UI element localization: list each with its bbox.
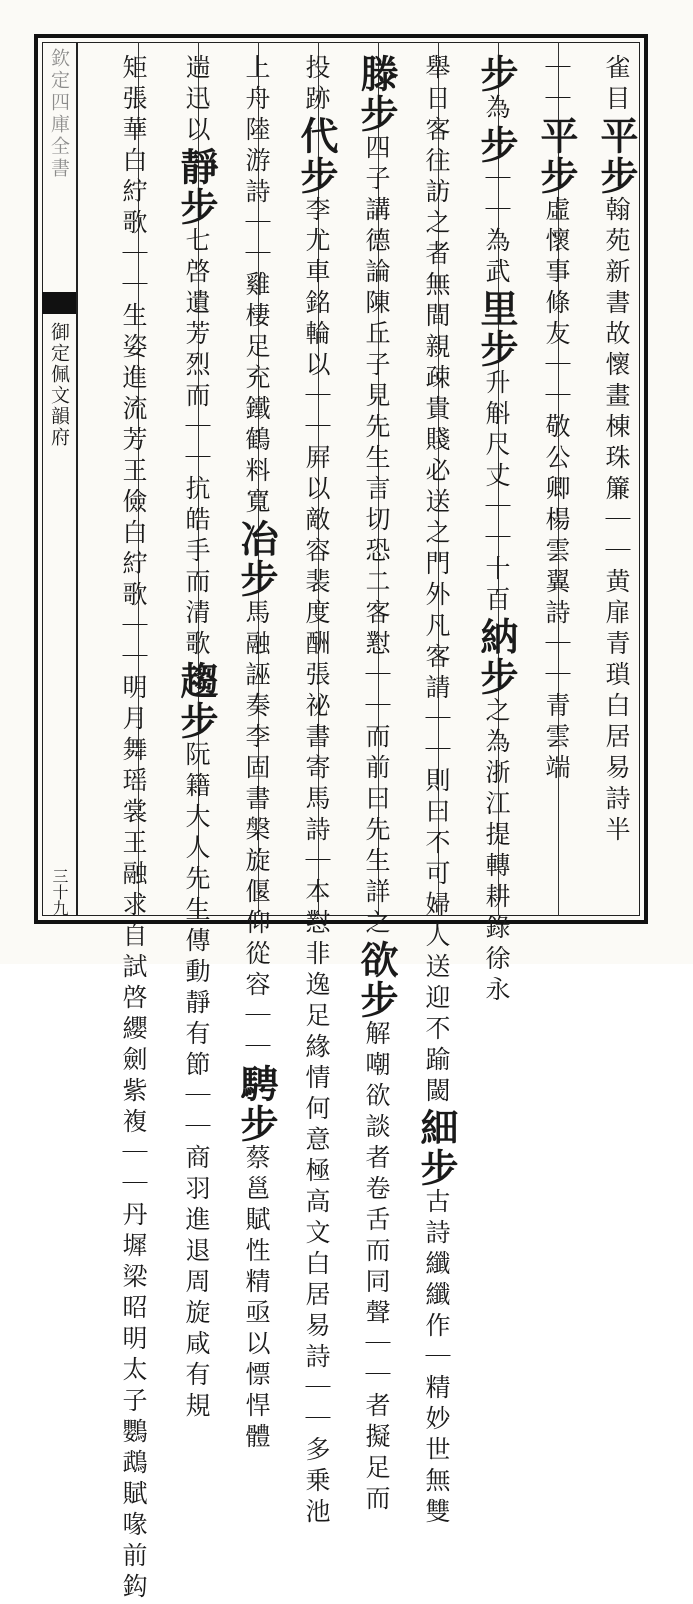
headword: 步 — [474, 54, 519, 94]
headword: 冶步 — [234, 519, 279, 599]
headword: 步 — [474, 657, 519, 697]
text-column-1: 雀目平步翰苑新書故懷畫棟珠簾｜｜黄扉青瑣白居易詩半 — [594, 54, 639, 847]
headword: 里步 — [474, 289, 519, 369]
headword: 靜步 — [174, 147, 219, 227]
text-column-4: 舉日客往訪之者無間親疎貴賤必送之門外凡客請｜｜則曰不可婦人送迎不踰閾細步古詩纖纖作｜精妙世無雙 — [414, 54, 459, 1529]
text-column-3: 步為步｜｜為武里步升斛尺丈｜｜十百納步之為浙江提轉耕錄徐永 — [474, 54, 519, 1007]
headword: 步 — [354, 94, 399, 134]
headword: 細步 — [414, 1108, 459, 1188]
headword: 步 — [174, 187, 219, 227]
headword: 代步 — [294, 116, 339, 196]
headword: 步 — [234, 559, 279, 599]
headword: 騁步 — [234, 1064, 279, 1144]
text-column-7: 上舟陸游詩｜｜雞棲足充鐵鶴料寬冶步馬融誣奏李固書槃旋偃仰從容｜｜騁步蔡邕賦性精亟以慓悍體 — [234, 54, 279, 1454]
spine-top-text: 欽定四庫全書 — [48, 48, 70, 180]
headword: 平步 — [534, 116, 579, 196]
headword: 步 — [234, 1104, 279, 1144]
headword: 平步 — [594, 116, 639, 196]
headword: 步 — [594, 156, 639, 196]
spine-title: 御定佩文韻府 — [48, 322, 70, 448]
headword: 步 — [474, 329, 519, 369]
headword: 欲步 — [354, 940, 399, 1020]
text-column-2: ｜｜平步虛懷事條友｜｜敬公卿楊雲翼詩｜｜青雲端 — [534, 54, 579, 785]
headword: 步 — [414, 1148, 459, 1188]
headword: 納步 — [474, 617, 519, 697]
text-column-8: 遄迅以靜步七啓遺芳烈而｜｜抗皓手而清歌趨步阮籍大人先生傳動靜有節｜｜商羽進退周旋咸有規 — [174, 54, 219, 1423]
headword: 步 — [174, 701, 219, 741]
headword: 步 — [534, 156, 579, 196]
headword: 步 — [294, 156, 339, 196]
text-column-9: 矩張華白紵歌｜｜生姿進流芳王儉白紵歌｜｜明月舞瑶裳王融求自試啓纓劍紫複｜｜丹墀梁昭明太子鸚鵡賦喙前鈎 — [119, 54, 148, 1604]
page-number: 三十九 — [50, 868, 69, 916]
headword: 步 — [474, 125, 519, 165]
text-column-5: 滕步四子講德論陳丘子見先生言切恐二客懟｜｜而前曰先生詳之欲步解嘲欲談者卷舌而同聲｜｜者擬足而 — [354, 54, 399, 1516]
headword: 滕步 — [354, 54, 399, 134]
headword: 趨步 — [174, 661, 219, 741]
text-column-6: 投跡代步李尤車銘輪以｜｜屛以敵容裴度酬張祕書寄馬詩｜本懟非逸足緣情何意極高文白居易詩｜｜多乗池 — [294, 54, 339, 1529]
headword: 步 — [354, 980, 399, 1020]
spine-black-band — [42, 292, 76, 314]
